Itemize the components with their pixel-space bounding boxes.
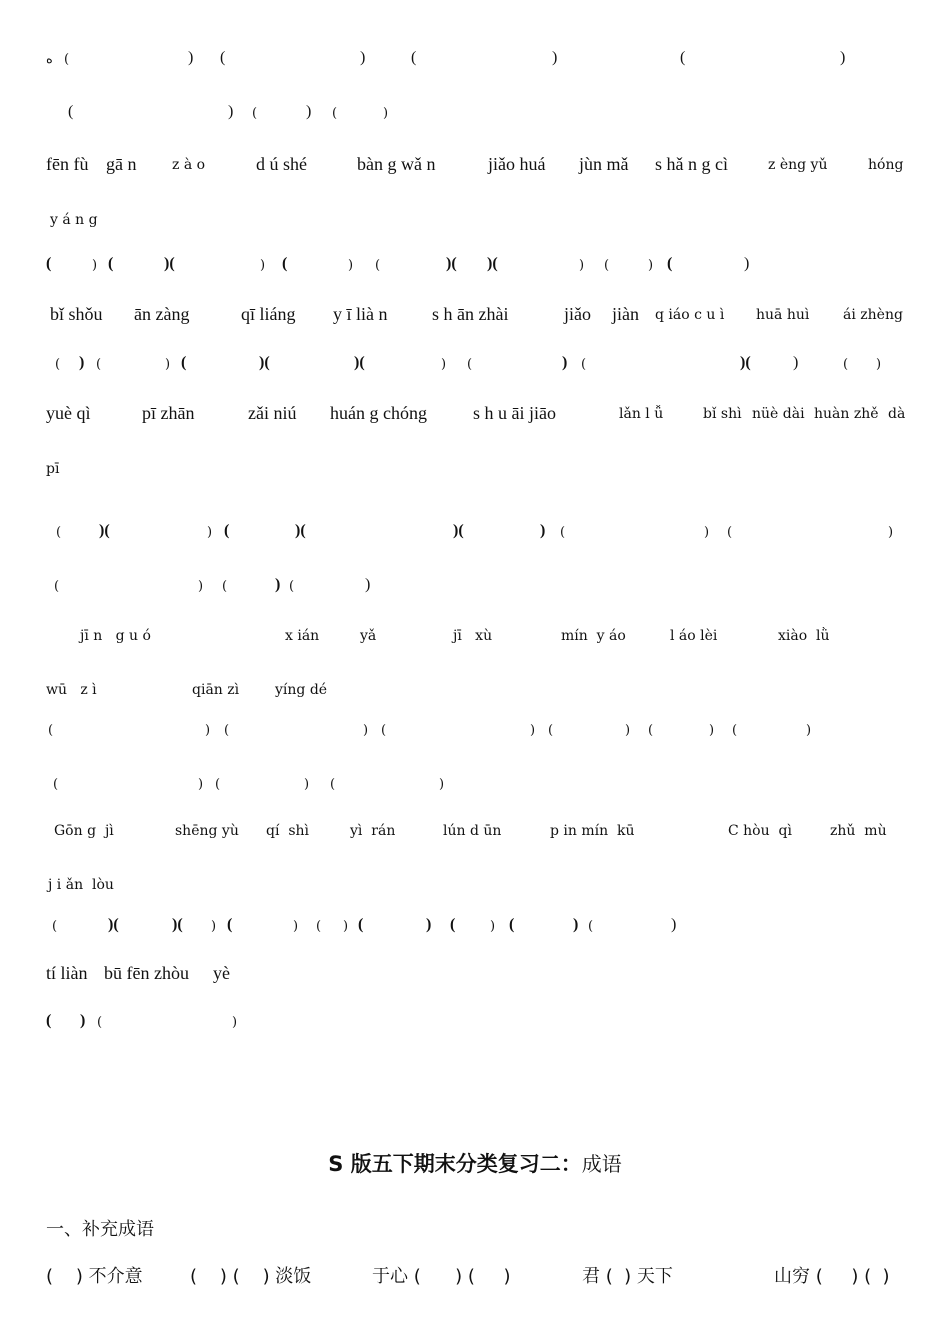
blank-parenthesis: ( (560, 525, 566, 540)
blank-parenthesis: ( (289, 579, 295, 594)
pinyin-word: y ī lià n (333, 304, 388, 324)
blank-parenthesis: ( (843, 357, 849, 372)
pinyin-word: yè (213, 963, 230, 983)
pinyin-word: q iáo c u ì (655, 307, 725, 323)
blank-parenthesis: ( (96, 357, 102, 372)
pinyin-word: C hòu qì (728, 823, 792, 839)
pinyin-word: s hǎ n g cì (655, 154, 728, 174)
blank-parenthesis: ( (316, 919, 322, 934)
pinyin-line (0, 875, 950, 905)
blank-parenthesis: ( (548, 723, 554, 738)
pinyin-word: pī (46, 461, 60, 477)
idiom-fill-item: ( ) ( ) 淡饭 (190, 1266, 312, 1287)
pinyin-line (0, 964, 950, 994)
blank-parenthesis: ( (252, 106, 258, 121)
blank-parenthesis: ( (68, 103, 74, 120)
blank-parenthesis: )( (164, 255, 175, 272)
pinyin-word: bū fēn zhòu (104, 963, 189, 983)
blank-parenthesis: ) (360, 49, 366, 66)
blank-parenthesis: ( (224, 723, 230, 738)
blank-parenthesis: ( (48, 723, 54, 738)
pinyin-word: p in mín kū (550, 823, 635, 839)
blank-parenthesis: ( (222, 579, 228, 594)
pinyin-word: lǎn l ǚ (619, 406, 664, 422)
blank-parenthesis: ( (220, 49, 226, 66)
blank-parenthesis: ( (411, 49, 417, 66)
pinyin-word: ái zhèng (843, 307, 903, 323)
pinyin-word: jiǎo huá (488, 154, 546, 174)
pinyin-line (0, 305, 950, 335)
pinyin-word: qí shì (266, 823, 310, 839)
pinyin-word: jùn mǎ (579, 154, 629, 174)
pinyin-word: bǐ shì (703, 406, 742, 422)
pinyin-word: yǎ (360, 628, 377, 644)
pinyin-word: fēn fù (46, 154, 89, 174)
blank-parenthesis: ( (181, 354, 187, 371)
blank-parenthesis: ) (671, 916, 677, 933)
pinyin-word: wū z ì (46, 682, 97, 698)
blank-parenthesis: )( (172, 916, 183, 933)
blank-parenthesis: ( (509, 916, 515, 933)
blank-parenthesis: ) (232, 1015, 238, 1030)
answer-blank-line (0, 256, 950, 286)
pinyin-word: jiàn (612, 304, 639, 324)
pinyin-word: jiǎo (564, 304, 591, 324)
blank-parenthesis: )( (446, 255, 457, 272)
blank-parenthesis: ( (108, 255, 114, 272)
blank-parenthesis: ( (227, 916, 233, 933)
blank-parenthesis: )( (453, 522, 464, 539)
title-bold-part: S 版五下期末分类复习二： (328, 1152, 582, 1176)
pinyin-word: d ú shé (256, 154, 307, 174)
answer-blank-line (0, 50, 950, 80)
idiom-fill-item: 于心 ( ) ( ) (372, 1266, 511, 1287)
blank-parenthesis: ) (205, 723, 211, 738)
answer-blank-line (0, 1013, 950, 1043)
blank-parenthesis: ) (648, 258, 654, 273)
idiom-fill-item: ( ) 不介意 (46, 1266, 143, 1287)
pinyin-line (0, 459, 950, 489)
pinyin-word: zhǔ mù (830, 823, 887, 839)
answer-blank-line (0, 917, 950, 947)
pinyin-word: huán g chóng (330, 403, 427, 423)
pinyin-word: jī n g u ó (80, 628, 151, 644)
blank-parenthesis: ( (54, 579, 60, 594)
pinyin-line (0, 626, 950, 656)
answer-blank-line (0, 104, 950, 134)
blank-parenthesis: ) (552, 49, 558, 66)
blank-parenthesis: ) (198, 777, 204, 792)
pinyin-word: tí liàn (46, 963, 88, 983)
blank-parenthesis: )( (295, 522, 306, 539)
answer-blank-line (0, 577, 950, 607)
answer-blank-line (0, 355, 950, 385)
blank-parenthesis: ) (92, 258, 98, 273)
pinyin-word: bàn g wǎ n (357, 154, 436, 174)
blank-parenthesis: ) (704, 525, 710, 540)
blank-parenthesis: ) (306, 103, 312, 120)
blank-parenthesis: ( (588, 919, 594, 934)
blank-parenthesis: ) (275, 576, 281, 593)
section-heading: 一、补充成语 (46, 1219, 154, 1240)
blank-parenthesis: ) (79, 354, 85, 371)
pinyin-word: ān zàng (134, 304, 190, 324)
idiom-fill-item: 山穷 ( ) ( ) (774, 1266, 890, 1287)
pinyin-word: yì rán (350, 823, 396, 839)
pinyin-line (0, 680, 950, 710)
blank-parenthesis: ) (80, 1012, 86, 1029)
blank-parenthesis: ) (441, 357, 447, 372)
pinyin-line (0, 404, 950, 434)
blank-parenthesis: ( (64, 52, 70, 67)
pinyin-word: lún d ūn (443, 823, 502, 839)
pinyin-word: l áo lèi (670, 628, 718, 644)
blank-parenthesis: ) (806, 723, 812, 738)
blank-parenthesis: ه (46, 52, 53, 67)
pinyin-word: y á n g (50, 212, 98, 228)
answer-blank-line (0, 721, 950, 751)
blank-parenthesis: ( (56, 525, 62, 540)
blank-parenthesis: ) (439, 777, 445, 792)
pinyin-word: jī xù (453, 628, 493, 644)
blank-parenthesis: ) (530, 723, 536, 738)
blank-parenthesis: ( (467, 357, 473, 372)
blank-parenthesis: ( (53, 777, 59, 792)
blank-parenthesis: ) (709, 723, 715, 738)
blank-parenthesis: ) (211, 919, 217, 934)
pinyin-word: j i ǎn lòu (48, 877, 114, 893)
pinyin-word: gā n (106, 154, 137, 174)
pinyin-word: s h u āi jiāo (473, 403, 556, 423)
blank-parenthesis: ) (363, 723, 369, 738)
answer-blank-line (0, 523, 950, 553)
blank-parenthesis: ) (490, 919, 496, 934)
blank-parenthesis: ) (793, 354, 799, 371)
pinyin-word: huā huì (756, 307, 810, 323)
pinyin-word: Gōn g jì (54, 823, 114, 839)
worksheet-title (0, 1148, 950, 1178)
blank-parenthesis: ( (282, 255, 288, 272)
pinyin-line (0, 155, 950, 185)
blank-parenthesis: ) (228, 103, 234, 120)
blank-parenthesis: ) (744, 255, 750, 272)
blank-parenthesis: ( (330, 777, 336, 792)
idiom-fill-item: 君 ( ) 天下 (582, 1266, 673, 1287)
pinyin-word: qī liáng (241, 304, 296, 324)
title-normal-part: 成语 (581, 1152, 622, 1176)
pinyin-word: qiān zì (192, 682, 240, 698)
blank-parenthesis: ( (648, 723, 654, 738)
blank-parenthesis: )( (354, 354, 365, 371)
answer-blank-line (0, 775, 950, 805)
blank-parenthesis: ) (876, 357, 882, 372)
pinyin-word: z à o (172, 157, 206, 173)
pinyin-word: mín y áo (561, 628, 626, 644)
blank-parenthesis: ) (426, 916, 432, 933)
blank-parenthesis: )( (108, 916, 119, 933)
pinyin-word: pī zhān (142, 403, 195, 423)
pinyin-word: xiào lǜ (778, 628, 830, 644)
blank-parenthesis: ( (381, 723, 387, 738)
blank-parenthesis: ( (46, 1012, 52, 1029)
blank-parenthesis: ) (188, 49, 194, 66)
blank-parenthesis: ( (224, 522, 230, 539)
pinyin-word: yuè qì (46, 403, 91, 423)
blank-parenthesis: ( (727, 525, 733, 540)
blank-parenthesis: ( (732, 723, 738, 738)
blank-parenthesis: ( (46, 255, 52, 272)
blank-parenthesis: ( (55, 357, 61, 372)
pinyin-word: z èng yǔ (768, 157, 828, 173)
blank-parenthesis: ) (562, 354, 568, 371)
pinyin-word: dà (888, 406, 906, 422)
blank-parenthesis: ) (573, 916, 579, 933)
blank-parenthesis: ( (450, 916, 456, 933)
pinyin-line (0, 210, 950, 240)
blank-parenthesis: ) (293, 919, 299, 934)
blank-parenthesis: ) (304, 777, 310, 792)
pinyin-word: bǐ shǒu (50, 304, 103, 324)
blank-parenthesis: ) (625, 723, 631, 738)
pinyin-word: huàn zhě (814, 406, 879, 422)
blank-parenthesis: ( (358, 916, 364, 933)
blank-parenthesis: ( (680, 49, 686, 66)
blank-parenthesis: )( (740, 354, 751, 371)
blank-parenthesis: ( (332, 106, 338, 121)
blank-parenthesis: ) (365, 576, 371, 593)
pinyin-word: yíng dé (275, 682, 328, 698)
blank-parenthesis: )( (487, 255, 498, 272)
pinyin-word: nüè dài (752, 406, 805, 422)
pinyin-word: zǎi niú (248, 403, 297, 423)
pinyin-word: hóng (868, 157, 904, 173)
pinyin-word: s h ān zhài (432, 304, 509, 324)
blank-parenthesis: )( (259, 354, 270, 371)
pinyin-line (0, 821, 950, 851)
blank-parenthesis: )( (99, 522, 110, 539)
blank-parenthesis: ) (348, 258, 354, 273)
blank-parenthesis: ) (260, 258, 266, 273)
blank-parenthesis: ( (667, 255, 673, 272)
blank-parenthesis: ) (840, 49, 846, 66)
pinyin-word: shēng yù (175, 823, 239, 839)
blank-parenthesis: ) (888, 525, 894, 540)
blank-parenthesis: ) (207, 525, 213, 540)
blank-parenthesis: ) (165, 357, 171, 372)
blank-parenthesis: ) (383, 106, 389, 121)
blank-parenthesis: ) (198, 579, 204, 594)
blank-parenthesis: ) (540, 522, 546, 539)
pinyin-word: x ián (285, 628, 320, 644)
blank-parenthesis: ( (215, 777, 221, 792)
blank-parenthesis: ( (52, 919, 58, 934)
blank-parenthesis: ( (581, 357, 587, 372)
blank-parenthesis: ( (97, 1015, 103, 1030)
blank-parenthesis: ( (375, 258, 381, 273)
blank-parenthesis: ) (343, 919, 349, 934)
blank-parenthesis: ) (579, 258, 585, 273)
blank-parenthesis: ( (604, 258, 610, 273)
